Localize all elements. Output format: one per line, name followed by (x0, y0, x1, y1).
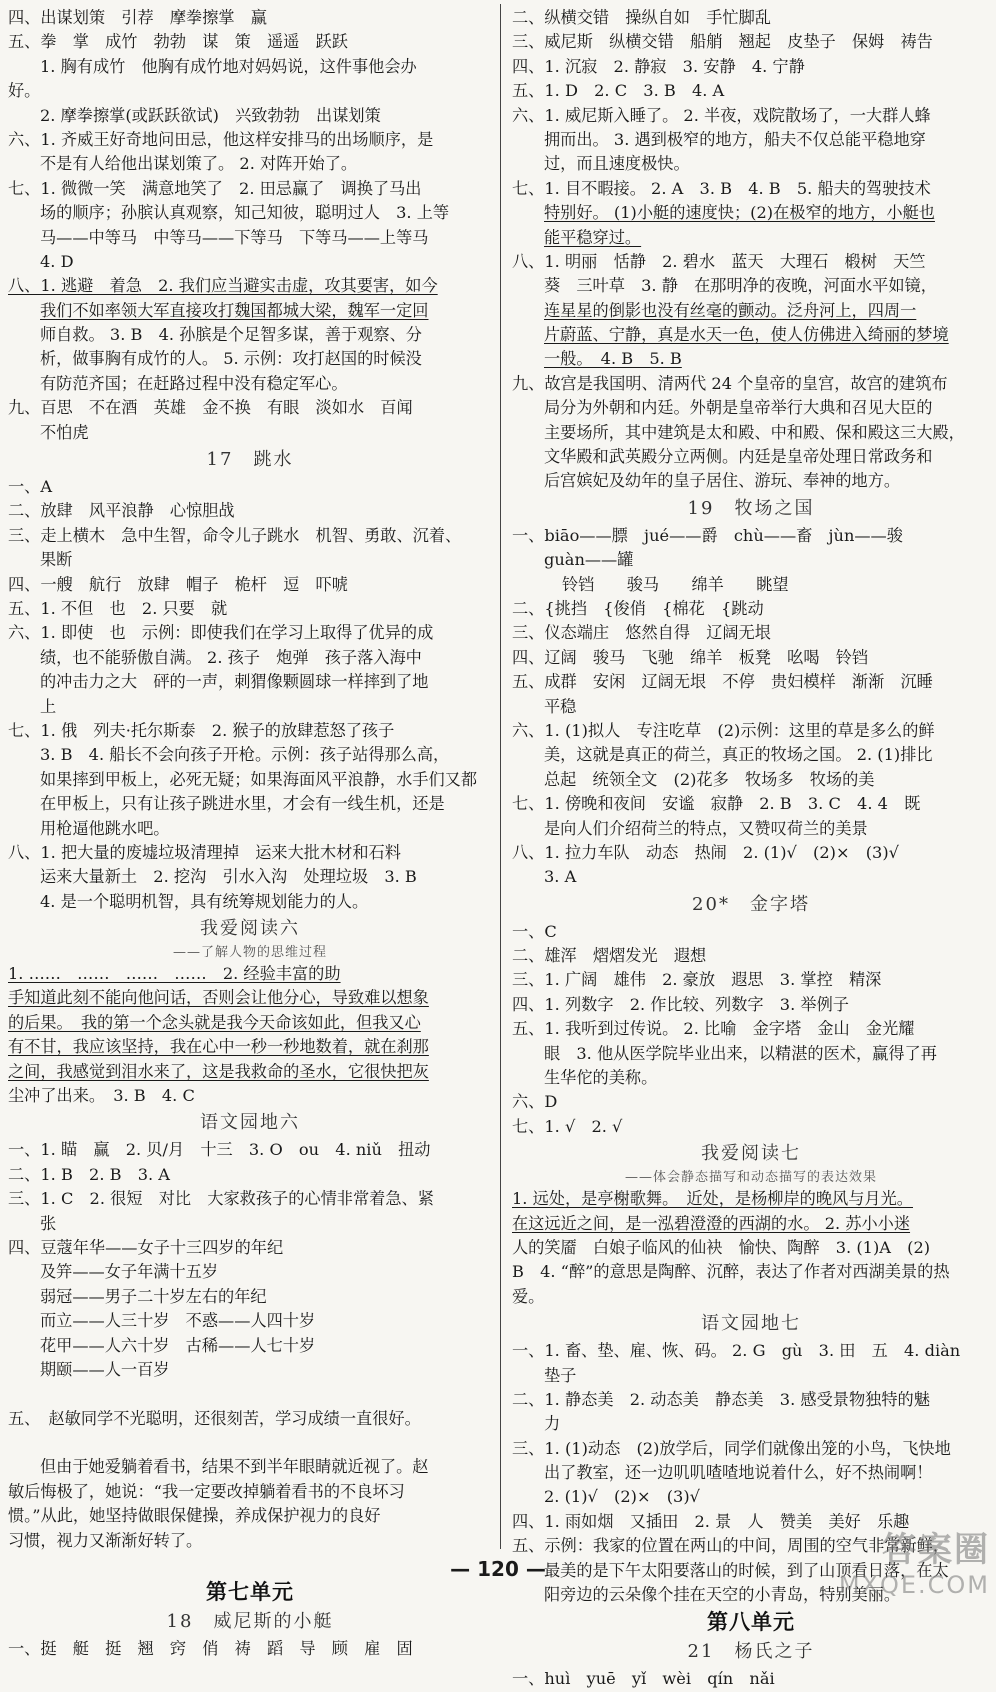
answer-text: 六、1. 即使 也 示例：即使我们在学习上取得了优异的成 (8, 623, 434, 643)
answer-text: 在这远近之间，是一泓碧澄澄的西湖的水。 2. 苏小小迷 (512, 1213, 911, 1233)
answer-text: 4. 是一个聪明机智，具有统筹规划能力的人。 (40, 891, 369, 911)
answer-line (8, 421, 492, 445)
answer-line (512, 920, 990, 944)
answer-line (8, 621, 492, 645)
answer-text: 一、A (8, 477, 53, 497)
answer-line (8, 55, 492, 79)
answer-text: 一、1. 瞄 赢 2. 贝/月 十三 3. O ou 4. niǔ 扭动 (8, 1140, 431, 1160)
answer-line (8, 104, 492, 128)
answer-line (8, 1060, 492, 1084)
answer-text: 习惯，视力又渐渐好转了。 (8, 1530, 203, 1550)
answer-text: 五、成群 安闲 辽阔无垠 不停 贵妇模样 渐渐 沉睡 (512, 672, 933, 692)
answer-line (512, 152, 990, 176)
answer-text: 析，做事胸有成竹的人。 5. 示例：攻打赵国的时候没 (40, 349, 422, 369)
answer-text: 的冲击力之大 砰的一声，刺猬像颗圆球一样摔到了地 (40, 672, 429, 692)
answer-line (8, 890, 492, 914)
answer-text: 三、1. 广阔 雄伟 2. 豪放 遐思 3. 掌控 精深 (512, 970, 882, 990)
answer-text: 二、雄浑 熠熠发光 遐想 (512, 946, 707, 966)
answer-text: 之间，我感觉到泪水来了，这是我救命的圣水，它很快把灰 (8, 1061, 429, 1081)
answer-line (512, 524, 990, 548)
answer-line (512, 1412, 990, 1436)
answer-line (512, 817, 990, 841)
answer-text: 二、放肆 风平浪静 心惊胆战 (8, 501, 235, 521)
answer-text: 3. B 4. 船长不会向孩子开枪。示例：孩子站得那么高， (40, 745, 450, 765)
answer-text: 尘冲了出来。 3. B 4. C (8, 1086, 195, 1106)
answer-line (512, 548, 990, 572)
section-heading: 21 杨氏之子 (687, 1641, 815, 1663)
answer-text: 2. 摩拳擦掌(或跃跃欲试) 兴致勃勃 出谋划策 (40, 105, 381, 125)
answer-line (512, 128, 990, 152)
answer-line (8, 1358, 492, 1382)
answer-line (512, 743, 990, 767)
answer-line (512, 226, 990, 250)
answer-text: 一、huì yuē yǐ wèi qín nǎi (512, 1669, 775, 1689)
answer-line (512, 719, 990, 743)
answer-text: 五、1. 我听到过传说。 2. 比喻 金字塔 金山 金光耀 (512, 1019, 915, 1039)
answer-text: 九、故宫是我国明、清两代 24 个皇帝的皇宫，故宫的建筑布 (512, 373, 948, 393)
answer-text: 但由于她爱躺着看书，结果不到半年眼睛就近视了。赵 (40, 1457, 429, 1477)
answer-line (512, 1017, 990, 1041)
answer-line (8, 226, 492, 250)
answer-line (8, 1163, 492, 1187)
answer-text: 如果摔到甲板上，必死无疑；如果海面风平浪静，水手们又都 (40, 769, 478, 789)
answer-line (8, 475, 492, 499)
answer-line (8, 573, 492, 597)
answer-line (512, 1485, 990, 1509)
answer-text: 手知道此刻不能向他问话，否则会让他分心，导致难以想象 (8, 988, 429, 1008)
section-heading: 语文园地六 (200, 1112, 300, 1134)
answer-line (512, 6, 990, 30)
answer-line (512, 201, 990, 225)
answer-text: 1. 远处，是亭榭歌舞。 近处，是杨柳岸的晚风与月光。 (512, 1189, 913, 1209)
answer-line (512, 1388, 990, 1412)
answer-text: 而立——人三十岁 不惑——人四十岁 (40, 1311, 316, 1331)
answer-line (8, 841, 492, 865)
answer-text: 不是有人给他出谋划策了。 2. 对阵开始了。 (40, 154, 358, 174)
answer-text: 的后果。 我的第一个念头就是我今天命该如此，但我又心 (8, 1012, 421, 1032)
answer-text: 九、百思 不在酒 英雄 金不换 有眼 淡如水 百闻 (8, 398, 413, 418)
answer-line (8, 250, 492, 274)
answer-line (512, 396, 990, 420)
answer-text: 特别好。 (1)小艇的速度快；(2)在极窄的地方，小艇也 (544, 203, 935, 223)
answer-line (512, 1667, 990, 1691)
answer-line (512, 421, 990, 445)
answer-text: B 4. “醉”的意思是陶醉、沉醉，表达了作者对西湖美景的热 (512, 1262, 950, 1282)
section-subheading: ——了解人物的思维过程 (172, 945, 327, 961)
answer-line (8, 548, 492, 572)
section-heading: 17 跳水 (206, 449, 294, 471)
section-heading: 语文园地七 (701, 1313, 801, 1335)
answer-text: 四、豆蔻年华——女子十三四岁的年纪 (8, 1237, 284, 1257)
answer-text: 4. D (40, 251, 74, 271)
answer-text: 总起 统领全文 (2)花多 牧场多 牧场的美 (544, 769, 875, 789)
answer-text: 五、1. 不但 也 2. 只要 就 (8, 598, 228, 618)
answer-text: 绩，也不能骄傲自满。 2. 孩子 炮弹 孩子落入海中 (40, 647, 422, 667)
answer-text: 六、1. 齐威王好奇地问田忌，他这样安排马的出场顺序，是 (8, 129, 434, 149)
section-heading: 我爱阅读七 (701, 1143, 801, 1165)
answer-line (512, 1461, 990, 1485)
answer-text: 五、 赵敏同学不光聪明，还很刻苦，学习成绩一直很好。 (8, 1408, 421, 1428)
answer-text: 场的顺序；孙膑认真观察，知己知彼，聪明过人 3. 上等 (40, 203, 450, 223)
answer-text: 师自救。 3. B 4. 孙膑是个足智多谋，善于观察、分 (40, 325, 422, 345)
answer-text: 铃铛 骏马 绵羊 眺望 (562, 574, 789, 594)
answer-text: 四、1. 列数字 2. 作比较、列数字 3. 举例子 (512, 994, 849, 1014)
answer-line (8, 1260, 492, 1284)
answer-line (8, 792, 492, 816)
answer-line (512, 274, 990, 298)
answer-line (512, 1090, 990, 1114)
watermark-text-top: 答案圈 (882, 1530, 990, 1570)
answer-line (8, 1504, 492, 1528)
section-heading: 19 牧场之国 (687, 497, 815, 519)
answer-text: 能平稳穿过。 (544, 227, 642, 247)
answer-line (8, 743, 492, 767)
answer-text: 局分为外朝和内廷。外朝是皇帝举行大典和召见大臣的 (544, 398, 933, 418)
answer-line (8, 177, 492, 201)
answer-text: 好。 (8, 81, 41, 101)
answer-line (8, 986, 492, 1010)
answer-text: 阳旁边的云朵像个挂在天空的小青岛，特别美丽。 (544, 1585, 901, 1605)
answer-text: 一般。 4. B 5. B (544, 349, 682, 369)
answer-line (8, 695, 492, 719)
answer-line (512, 250, 990, 274)
spacer (8, 1431, 492, 1455)
answer-line (8, 347, 492, 371)
answer-text: 二、纵横交错 操纵自如 手忙脚乱 (512, 8, 771, 27)
answer-text: 四、辽阔 骏马 飞驰 绵羊 板凳 吆喝 铃铛 (512, 647, 869, 667)
answer-line (512, 573, 990, 597)
answer-text: 及笄——女子年满十五岁 (40, 1262, 219, 1282)
answer-text: 美，这就是真正的荷兰，真正的牧场之国。 2. (1)排比 (544, 745, 933, 765)
answer-text: 敏后悔极了，她说：“我一定要改掉躺着看书的不良坏习 (8, 1481, 405, 1501)
section-heading: 20* 金字塔 (692, 893, 810, 915)
answer-line (512, 944, 990, 968)
answer-line (512, 993, 990, 1017)
answer-text: 三、仪态端庄 悠然自得 辽阔无垠 (512, 623, 771, 643)
answer-line (512, 1236, 990, 1260)
answer-line (8, 6, 492, 30)
answer-text: 不怕虎 (40, 422, 89, 442)
answer-line (8, 1637, 492, 1661)
answer-text: 一、C (512, 921, 557, 941)
answer-line (8, 768, 492, 792)
answer-text: 出了教室，还一边叽叽喳喳地说着什么，好不热闹啊！ (544, 1463, 933, 1483)
answer-line (512, 646, 990, 670)
answer-line (512, 30, 990, 54)
answer-line (512, 347, 990, 371)
answer-text: 五、拳 掌 成竹 勃勃 谋 策 遥遥 跃跃 (8, 32, 348, 52)
answer-text: 八、1. 明丽 恬静 2. 碧水 蓝天 大理石 椴树 天竺 (512, 251, 926, 271)
answer-line (8, 1138, 492, 1162)
answer-line (512, 299, 990, 323)
left-column (8, 6, 492, 1662)
answer-text: 三、威尼斯 纵横交错 船艄 翘起 皮垫子 保姆 祷告 (512, 32, 933, 52)
answer-text: 运来大量新土 2. 挖沟 引水入沟 处理垃圾 3. B (40, 867, 417, 887)
answer-line (512, 1437, 990, 1461)
answer-text: 二、1. B 2. B 3. A (8, 1164, 171, 1184)
answer-line (8, 128, 492, 152)
answer-text: 八、1. 逃避 着急 2. 我们应当避实击虚，攻其要害，如今 (8, 276, 438, 296)
answer-line (8, 201, 492, 225)
answer-line (8, 646, 492, 670)
answer-line (512, 865, 990, 889)
answer-text: 连星星的倒影也没有丝毫的颤动。泛舟河上，四周一 (544, 300, 917, 320)
answer-line (512, 621, 990, 645)
answer-text: 最美的是下午太阳要落山的时候，到了山顶看日落，在太 (544, 1560, 949, 1580)
answer-line (512, 1285, 990, 1309)
answer-text: 过，而且速度极快。 (544, 154, 690, 174)
answer-text: 七、1. 傍晚和夜间 安谧 寂静 2. B 3. C 4. 4 既 (512, 794, 921, 814)
answer-line (512, 55, 990, 79)
answer-line (512, 177, 990, 201)
answer-text: 葵 三叶草 3. 静 在那明净的夜晚，河面水平如镜， (544, 276, 937, 296)
answer-text: 六、1. 威尼斯入睡了。 2. 半夜，戏院散场了，一大群人蜂 (512, 105, 931, 125)
answer-line (512, 1339, 990, 1363)
answer-text: 1. 胸有成竹 他胸有成竹地对妈妈说，这件事他会办 (40, 56, 417, 76)
answer-line (8, 865, 492, 889)
answer-text: 二、1. 静态美 2. 动态美 静态美 3. 感受景物独特的魅 (512, 1389, 930, 1409)
answer-line (512, 323, 990, 347)
section-heading: 我爱阅读六 (200, 918, 300, 940)
answer-line (8, 1529, 492, 1553)
answer-line (8, 299, 492, 323)
answer-line (8, 1035, 492, 1059)
answer-line (8, 1285, 492, 1309)
answer-line (8, 1407, 492, 1431)
answer-line (8, 1212, 492, 1236)
answer-line (8, 597, 492, 621)
answer-line (512, 1042, 990, 1066)
answer-line (8, 152, 492, 176)
answer-text: 八、1. 拉力车队 动态 热闹 2. (1)√ (2)× (3)√ (512, 842, 899, 862)
answer-text: 生华佗的美称。 (544, 1068, 658, 1088)
answer-text: 眼 3. 他从医学院毕业出来，以精湛的医术，赢得了再 (544, 1043, 937, 1063)
spacer (8, 1382, 492, 1406)
answer-text: 垫子 (544, 1365, 577, 1385)
answer-text: 2. (1)√ (2)× (3)√ (544, 1487, 700, 1507)
answer-line (8, 670, 492, 694)
answer-text: 平稳 (544, 696, 577, 716)
answer-text: 四、一艘 航行 放肆 帽子 桅杆 逗 吓唬 (8, 574, 348, 594)
answer-text: guàn——罐 (544, 550, 634, 570)
answer-line (8, 524, 492, 548)
answer-line (8, 1334, 492, 1358)
answer-line (8, 962, 492, 986)
answer-line (8, 499, 492, 523)
answer-text: 有不甘，我应该坚持，我在心中一秒一秒地数着，就在刹那 (8, 1037, 429, 1057)
answer-text: 是向人们介绍荷兰的特点，又赞叹荷兰的美景 (544, 818, 868, 838)
column-divider (500, 4, 501, 1549)
answer-line (8, 79, 492, 103)
answer-line (512, 104, 990, 128)
answer-text: 七、1. 微微一笑 满意地笑了 2. 田忌赢了 调换了马出 (8, 178, 422, 198)
answer-text: 果断 (40, 550, 73, 570)
answer-line (512, 1066, 990, 1090)
answer-text: 用枪逼他跳水吧。 (40, 818, 170, 838)
answer-text: 惯。”从此，她坚持做眼保健操，养成保护视力的良好 (8, 1506, 381, 1526)
page-number: — 120 — (450, 1557, 546, 1581)
answer-text: 文华殿和武英殿分立两侧。内廷是皇帝处理日常政务和 (544, 447, 933, 467)
answer-text: 一、biāo——膘 jué——爵 chù——畜 jùn——骏 (512, 525, 903, 545)
answer-text: 一、1. 畜、垫、雇、恢、码。 2. G gù 3. 田 五 4. diàn (512, 1341, 961, 1361)
answer-line (512, 1115, 990, 1139)
answer-line (8, 30, 492, 54)
answer-text: 七、1. 目不暇接。 2. A 3. B 4. B 5. 船夫的驾驶技术 (512, 178, 931, 198)
answer-text: 爱。 (512, 1286, 545, 1306)
answer-text: 3. A (544, 867, 577, 887)
answer-text: 在甲板上，只有让孩子跳进水里，才会有一线生机，还是 (40, 794, 445, 814)
answer-line (8, 1187, 492, 1211)
answer-text: 一、挺 艇 挺 翘 窍 俏 祷 蹈 导 顾 雇 固 (8, 1639, 413, 1659)
answer-text: 七、1. √ 2. √ (512, 1116, 623, 1136)
watermark-text-bottom: MXQE.COM (838, 1571, 990, 1599)
answer-text: 花甲——人六十岁 古稀——人七十岁 (40, 1335, 316, 1355)
answer-line (512, 841, 990, 865)
answer-line (512, 792, 990, 816)
answer-line (512, 469, 990, 493)
answer-line (8, 372, 492, 396)
answer-text: 张 (40, 1213, 57, 1233)
answer-line (8, 1309, 492, 1333)
answer-text: 二、{挑挡 {俊俏 {棉花 {跳动 (512, 598, 764, 618)
answer-text: 人的笑靥 白娘子临风的仙袂 愉快、陶醉 3. (1)A (2) (512, 1237, 931, 1257)
answer-line (512, 768, 990, 792)
answer-line (512, 445, 990, 469)
answer-text: 有防范齐国；在赶路过程中没有稳定军心。 (40, 373, 348, 393)
answer-line (8, 1236, 492, 1260)
answer-text: 六、D (512, 1092, 558, 1112)
answer-line (512, 670, 990, 694)
right-column (512, 6, 990, 1692)
answer-line (8, 817, 492, 841)
answer-text: 后宫嫔妃及幼年的皇子居住、游玩、奉神的地方。 (544, 471, 901, 491)
answer-line (512, 372, 990, 396)
answer-line (8, 1011, 492, 1035)
answer-line (512, 1187, 990, 1211)
answer-text: 马——中等马 中等马——下等马 下等马——上等马 (40, 227, 429, 247)
answer-line (512, 695, 990, 719)
answer-text: 四、1. 雨如烟 又插田 2. 景 人 赞美 美好 乐趣 (512, 1511, 910, 1531)
answer-text: 五、1. D 2. C 3. B 4. A (512, 81, 725, 101)
answer-text: 弱冠——男子二十岁左右的年纪 (40, 1286, 267, 1306)
answer-line (512, 79, 990, 103)
answer-line (8, 719, 492, 743)
answer-text: 四、1. 沉寂 2. 静寂 3. 安静 4. 宁静 (512, 56, 805, 76)
answer-text: 三、走上横木 急中生智，命令儿子跳水 机智、勇敢、沉着、 (8, 525, 462, 545)
answer-line (8, 396, 492, 420)
section-heading: 18 威尼斯的小艇 (166, 1611, 334, 1633)
answer-text: 力 (544, 1414, 561, 1434)
answer-line (8, 274, 492, 298)
unit-heading: 第八单元 (707, 1609, 795, 1635)
answer-line (8, 323, 492, 347)
answer-text: 片蔚蓝、宁静，真是水天一色，使人仿佛进入绮丽的梦境 (544, 325, 949, 345)
answer-line (8, 1480, 492, 1504)
answer-text: 我们不如率领大军直接攻打魏国都城大梁，魏军一定回 (40, 300, 429, 320)
answer-text: 五、示例：我家的位置在两山的中间，周围的空气非常新鲜， (512, 1536, 950, 1556)
answer-text: 上 (40, 696, 57, 716)
answer-text: 八、1. 把大量的废墟垃圾清理掉 运来大批木材和石料 (8, 842, 401, 862)
answer-text: 拥而出。 3. 遇到极窄的地方，船夫不仅总能平稳地穿 (544, 129, 926, 149)
answer-text: 四、出谋划策 引荐 摩拳擦掌 赢 (8, 8, 267, 27)
answer-text: 主要场所，其中建筑是太和殿、中和殿、保和殿这三大殿， (544, 422, 965, 442)
watermark-logo (820, 1522, 990, 1599)
answer-line (512, 1364, 990, 1388)
answer-text: 三、1. (1)动态 (2)放学后，同学们就像出笼的小鸟，飞快地 (512, 1438, 951, 1458)
answer-line (8, 1084, 492, 1108)
answer-text: 七、1. 俄 列夫·托尔斯泰 2. 猴子的放肆惹怒了孩子 (8, 720, 395, 740)
unit-heading: 第七单元 (206, 1579, 294, 1605)
answer-line (512, 1212, 990, 1236)
answer-text: 三、1. C 2. 很短 对比 大家救孩子的心情非常着急、紧 (8, 1189, 434, 1209)
answer-line (512, 1260, 990, 1284)
answer-text: 期颐——人一百岁 (40, 1359, 170, 1379)
answer-text: 1. …… …… …… …… 2. 经验丰富的助 (8, 964, 341, 984)
answer-line (512, 597, 990, 621)
section-subheading: ——体会静态描写和动态描写的表达效果 (624, 1170, 877, 1186)
answer-line (512, 968, 990, 992)
answer-line (8, 1455, 492, 1479)
answer-text: 六、1. (1)拟人 专注吃草 (2)示例：这里的草是多么的鲜 (512, 720, 935, 740)
